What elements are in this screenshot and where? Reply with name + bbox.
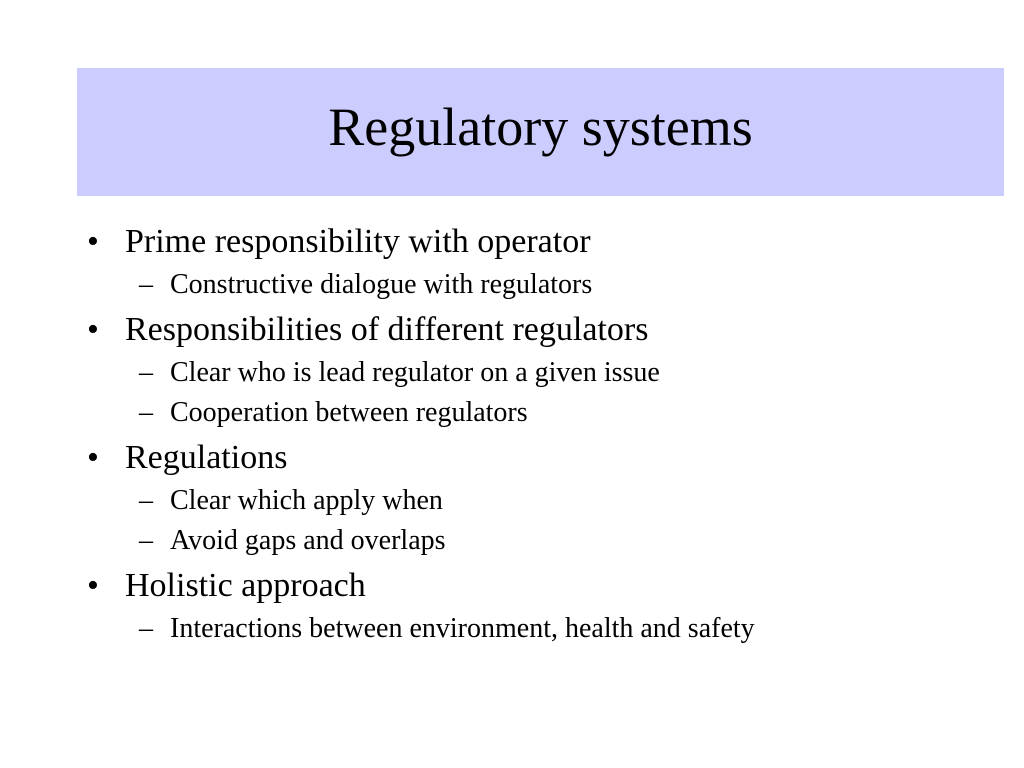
bullet-item (87, 566, 1007, 606)
sub-bullet-text: Clear who is lead regulator on a given issue (170, 357, 660, 388)
sub-bullet-item (87, 353, 1007, 393)
bullet-marker: • (87, 439, 99, 476)
bullet-list (87, 222, 1007, 654)
sub-bullet-item (87, 521, 1007, 561)
sub-bullet-list (87, 481, 1007, 561)
sub-bullet-marker: – (139, 357, 153, 388)
bullet-text: Holistic approach (125, 567, 366, 604)
sub-bullet-item (87, 609, 1007, 649)
sublist-wrapper (87, 265, 1007, 305)
bullet-marker: • (87, 567, 99, 604)
sub-bullet-marker: – (139, 525, 153, 556)
bullet-marker: • (87, 311, 99, 348)
bullet-text: Responsibilities of different regulators (125, 311, 649, 348)
sub-bullet-item (87, 393, 1007, 433)
bullet-item (87, 438, 1007, 478)
bullet-text: Regulations (125, 439, 288, 476)
sub-bullet-item (87, 265, 1007, 305)
sub-bullet-marker: – (139, 397, 153, 428)
sub-bullet-list (87, 265, 1007, 305)
sub-bullet-text: Cooperation between regulators (170, 397, 528, 428)
bullet-item (87, 310, 1007, 350)
sub-bullet-list (87, 353, 1007, 433)
bullet-item (87, 222, 1007, 262)
sub-bullet-text: Constructive dialogue with regulators (170, 269, 593, 300)
bullet-text: Prime responsibility with operator (125, 223, 591, 260)
slide-title: Regulatory systems (328, 97, 753, 157)
sub-bullet-text: Interactions between environment, health and safety (170, 613, 755, 644)
sublist-wrapper (87, 481, 1007, 561)
bullet-marker: • (87, 223, 99, 260)
sub-bullet-item (87, 481, 1007, 521)
sub-bullet-text: Clear which apply when (170, 485, 443, 516)
sub-bullet-marker: – (139, 269, 153, 300)
sub-bullet-marker: – (139, 485, 153, 516)
sub-bullet-marker: – (139, 613, 153, 644)
sublist-wrapper (87, 609, 1007, 649)
sub-bullet-text: Avoid gaps and overlaps (170, 525, 446, 556)
sub-bullet-list (87, 609, 1007, 649)
sublist-wrapper (87, 353, 1007, 433)
